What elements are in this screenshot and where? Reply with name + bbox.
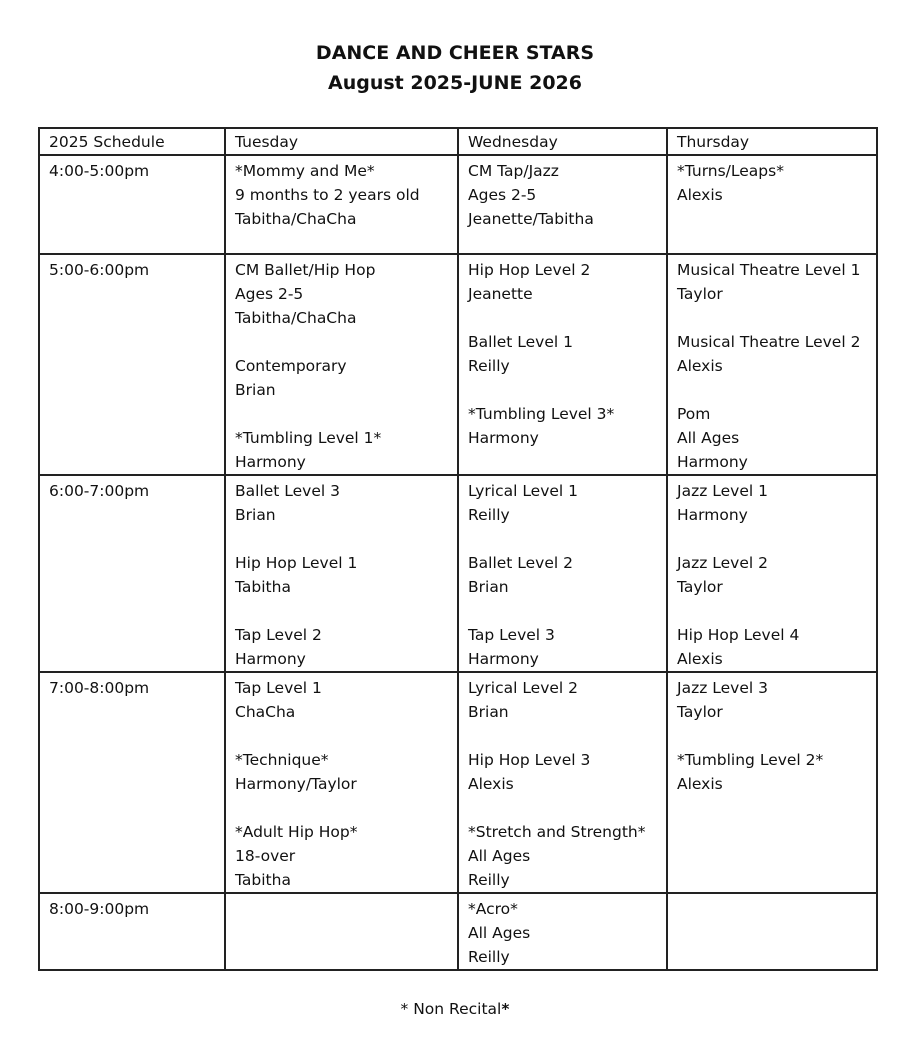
class-line: All Ages xyxy=(468,847,531,865)
header-cell-wednesday: Wednesday xyxy=(458,128,667,155)
class-line: Jazz Level 1 xyxy=(677,482,768,500)
class-line: Jazz Level 2 xyxy=(677,554,768,572)
class-line: Harmony xyxy=(468,429,539,447)
class-line: Alexis xyxy=(677,357,723,375)
class-line: Brian xyxy=(235,381,276,399)
class-line: Harmony xyxy=(235,453,306,471)
class-line: Hip Hop Level 4 xyxy=(677,626,800,644)
class-cell-tuesday xyxy=(225,254,458,475)
line-spacer xyxy=(468,527,658,551)
class-cell-wednesday xyxy=(458,155,667,254)
class-line: Taylor xyxy=(677,703,723,721)
table-row xyxy=(39,155,877,254)
line-spacer xyxy=(468,796,658,820)
class-line: Harmony xyxy=(235,650,306,668)
class-line: Taylor xyxy=(677,578,723,596)
class-line: Tap Level 2 xyxy=(235,626,322,644)
class-line: Taylor xyxy=(677,285,723,303)
class-cell-thursday xyxy=(667,893,877,970)
line-spacer xyxy=(468,599,658,623)
class-line: Tabitha xyxy=(235,871,291,889)
class-cell-thursday xyxy=(667,254,877,475)
class-line: Pom xyxy=(677,405,711,423)
line-spacer xyxy=(468,306,658,330)
class-line: *Tumbling Level 3* xyxy=(468,405,615,423)
table-row xyxy=(39,672,877,893)
class-line: *Tumbling Level 2* xyxy=(677,751,824,769)
class-cell-tuesday xyxy=(225,672,458,893)
class-cell-wednesday xyxy=(458,672,667,893)
class-line: Harmony/Taylor xyxy=(235,775,357,793)
class-line: CM Ballet/Hip Hop xyxy=(235,261,376,279)
footnote-text: * Non Recital xyxy=(400,1000,502,1018)
class-line: Tabitha/ChaCha xyxy=(235,309,357,327)
class-line: Reilly xyxy=(468,948,510,966)
table-row xyxy=(39,254,877,475)
line-spacer xyxy=(677,306,868,330)
class-cell-thursday xyxy=(667,475,877,672)
line-spacer xyxy=(468,724,658,748)
class-line: *Adult Hip Hop* xyxy=(235,823,358,841)
class-line: Alexis xyxy=(677,650,723,668)
class-line: Hip Hop Level 1 xyxy=(235,554,358,572)
class-line: Reilly xyxy=(468,506,510,524)
class-line: *Turns/Leaps* xyxy=(677,162,784,180)
class-line: Reilly xyxy=(468,871,510,889)
class-cell-thursday xyxy=(667,672,877,893)
class-line: Lyrical Level 1 xyxy=(468,482,579,500)
document-title-block xyxy=(0,38,910,98)
class-line: Musical Theatre Level 1 xyxy=(677,261,861,279)
line-spacer xyxy=(235,796,449,820)
table-row xyxy=(39,475,877,672)
class-cell-wednesday xyxy=(458,254,667,475)
line-spacer xyxy=(235,330,449,354)
footnote-star: * xyxy=(501,1000,510,1018)
header-cell-tuesday: Tuesday xyxy=(225,128,458,155)
class-line: Lyrical Level 2 xyxy=(468,679,579,697)
time-cell: 7:00-8:00pm xyxy=(39,672,225,893)
class-line: Alexis xyxy=(677,775,723,793)
line-spacer xyxy=(677,724,868,748)
class-line: Tabitha xyxy=(235,578,291,596)
class-line: Ballet Level 3 xyxy=(235,482,340,500)
header-cell-thursday: Thursday xyxy=(667,128,877,155)
line-spacer xyxy=(235,527,449,551)
class-line: ChaCha xyxy=(235,703,296,721)
class-line: Contemporary xyxy=(235,357,347,375)
class-line: Ballet Level 2 xyxy=(468,554,573,572)
table-row xyxy=(39,893,877,970)
class-line: Brian xyxy=(468,578,509,596)
class-cell-tuesday xyxy=(225,475,458,672)
class-cell-wednesday xyxy=(458,893,667,970)
class-line: *Stretch and Strength* xyxy=(468,823,646,841)
class-line: Tap Level 1 xyxy=(235,679,322,697)
class-line: CM Tap/Jazz xyxy=(468,162,559,180)
class-line: Ages 2-5 xyxy=(468,186,537,204)
schedule-table xyxy=(38,127,878,971)
class-line: Harmony xyxy=(677,506,748,524)
class-line: Alexis xyxy=(677,186,723,204)
time-cell: 6:00-7:00pm xyxy=(39,475,225,672)
line-spacer xyxy=(235,724,449,748)
class-line: *Acro* xyxy=(468,900,518,918)
class-line: Brian xyxy=(468,703,509,721)
class-line: Tap Level 3 xyxy=(468,626,555,644)
class-line: 9 months to 2 years old xyxy=(235,186,420,204)
class-line: Harmony xyxy=(677,453,748,471)
class-line: Ages 2-5 xyxy=(235,285,304,303)
class-line: *Technique* xyxy=(235,751,329,769)
class-line: Musical Theatre Level 2 xyxy=(677,333,861,351)
class-cell-tuesday xyxy=(225,893,458,970)
line-spacer xyxy=(235,599,449,623)
class-cell-tuesday xyxy=(225,155,458,254)
class-line: Brian xyxy=(235,506,276,524)
class-line: Harmony xyxy=(468,650,539,668)
document-title: DANCE AND CHEER STARS xyxy=(315,42,595,64)
class-line: All Ages xyxy=(677,429,740,447)
class-line: All Ages xyxy=(468,924,531,942)
class-line: Reilly xyxy=(468,357,510,375)
line-spacer xyxy=(677,378,868,402)
class-cell-wednesday xyxy=(458,475,667,672)
header-cell-schedule: 2025 Schedule xyxy=(39,128,225,155)
class-line: 18-over xyxy=(235,847,296,865)
class-line: Ballet Level 1 xyxy=(468,333,573,351)
class-line: Tabitha/ChaCha xyxy=(235,210,357,228)
line-spacer xyxy=(677,599,868,623)
class-cell-thursday xyxy=(667,155,877,254)
class-line: *Tumbling Level 1* xyxy=(235,429,382,447)
time-cell: 4:00-5:00pm xyxy=(39,155,225,254)
document-subtitle: August 2025-JUNE 2026 xyxy=(327,72,582,94)
class-line: Jazz Level 3 xyxy=(677,679,768,697)
time-cell: 8:00-9:00pm xyxy=(39,893,225,970)
class-line: Hip Hop Level 2 xyxy=(468,261,591,279)
class-line: Alexis xyxy=(468,775,514,793)
non-recital-footnote xyxy=(0,1000,910,1018)
line-spacer xyxy=(677,527,868,551)
line-spacer xyxy=(468,378,658,402)
class-line: Jeanette xyxy=(468,285,533,303)
class-line: Jeanette/Tabitha xyxy=(468,210,594,228)
header-row xyxy=(39,128,877,155)
class-line: *Mommy and Me* xyxy=(235,162,375,180)
time-cell: 5:00-6:00pm xyxy=(39,254,225,475)
class-line: Hip Hop Level 3 xyxy=(468,751,591,769)
line-spacer xyxy=(235,402,449,426)
